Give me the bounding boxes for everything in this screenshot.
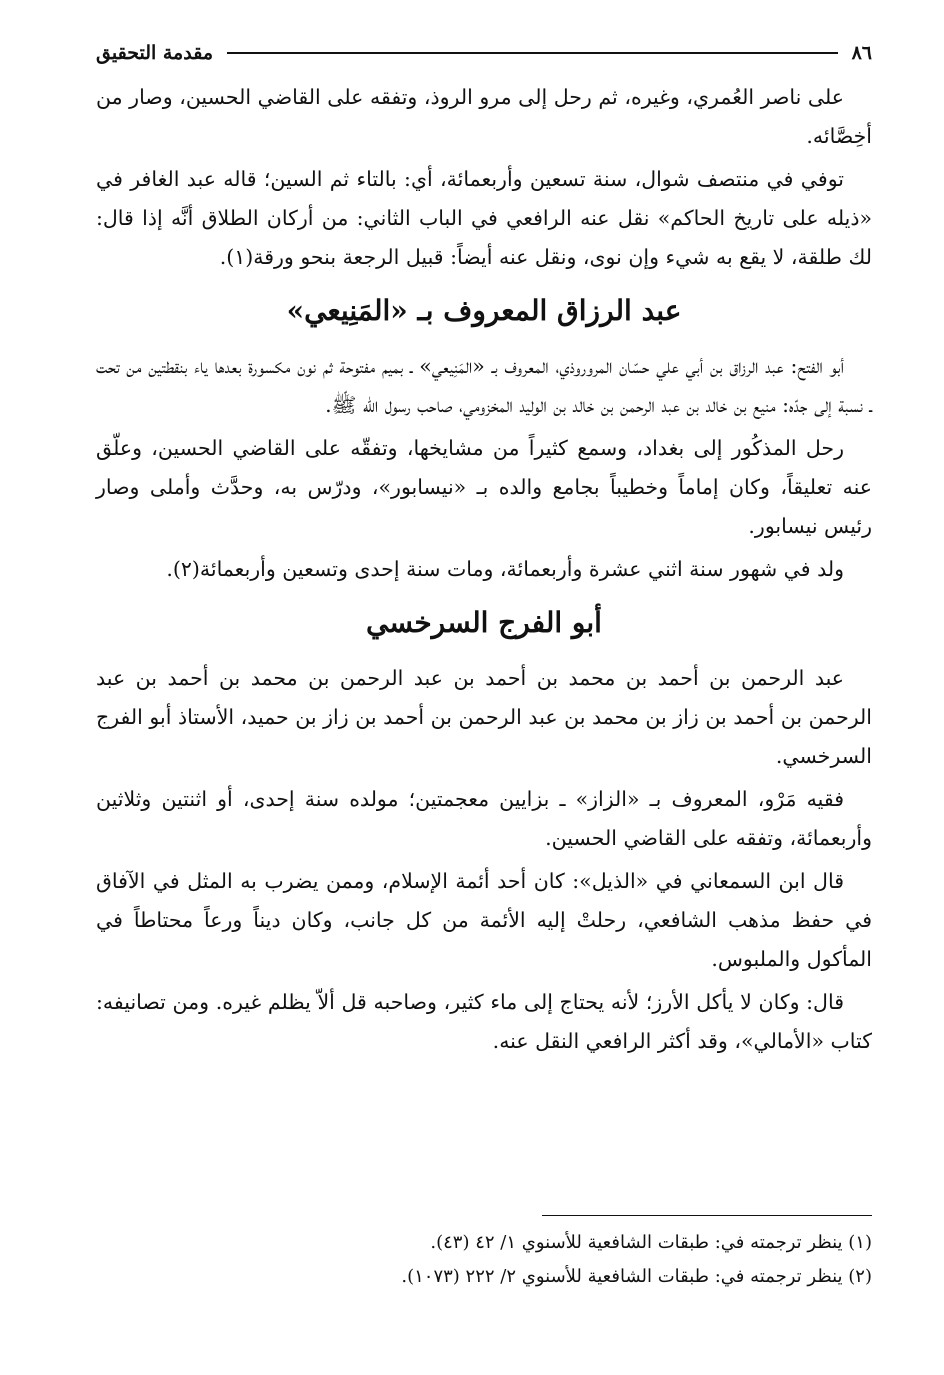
paragraph: رحل المذكُور إلى بغداد، وسمع كثيراً من مشايخها، وتفقّه على القاضي الحسين، وعلّق عنه تعليقاً، وكان إماماً وخطيباً بجامع والده بـ «نيسابور»، ودرّس به، وحدَّث وأملى وصار رئيس نيسابور. [96, 436, 872, 538]
footnote-rule [542, 1215, 872, 1216]
paragraph: ولد في شهور سنة اثني عشرة وأربعمائة، ومات سنة إحدى وتسعين وأربعمائة(٢). [166, 557, 844, 581]
section-heading: عبد الرزاق المعروف بـ «المَنِيعي» [286, 294, 682, 327]
paragraph: عبد الرحمن بن أحمد بن محمد بن أحمد بن عبد الرحمن بن محمد بن أحمد بن عبد الرحمن بن أحمد بن زاز بن محمد بن عبد الرحمن بن أحمد بن زاز بن حميد، الأستاذ أبو الفرج السرخسي. [96, 666, 872, 768]
paragraph: على ناصر العُمري، وغيره، ثم رحل إلى مرو الروذ، وتفقه على القاضي الحسين، وصار من أخِصَّائه. [96, 85, 872, 148]
paragraph: أبو الفتح: عبد الرزاق بن أبي علي حسّان المروروذي، المعروف بـ «المَنِيعي» ـ بميم مفتوحة ثم نون مكسورة بعدها ياء بنقطتين من تحت ـ نسبة إلى جدّه: منيع بن خالد بن عبد الرحمن بن خالد بن الوليد المخزومي، صاحب رسول الله ﷺ. [96, 354, 872, 417]
paragraph: فقيه مَرْو، المعروف بـ «الزاز» ـ بزايين معجمتين؛ مولده سنة إحدى، أو اثنتين وثلاثين وأربعمائة، وتفقه على القاضي الحسين. [96, 787, 872, 850]
paragraph: قال ابن السمعاني في «الذيل»: كان أحد أئمة الإسلام، وممن يضرب به المثل في الآفاق في حفظ مذهب الشافعي، رحلتْ إليه الأئمة من كل جانب، وكان ديناً ورعاً محتاطاً في المأكول والملبوس. [96, 869, 872, 971]
footnote: (١) ينظر ترجمته في: طبقات الشافعية للأسنوي ١/ ٤٢ (٤٣). [430, 1232, 872, 1253]
page-header [96, 36, 872, 70]
header-rule [227, 52, 838, 54]
paragraph: قال: وكان لا يأكل الأرز؛ لأنه يحتاج إلى ماء كثير، وصاحبه قل ألاّ يظلم غيره. ومن تصانيفه: كتاب «الأمالي»، وقد أكثر الرافعي النقل عنه. [96, 990, 872, 1053]
footnote: (٢) ينظر ترجمته في: طبقات الشافعية للأسنوي ٢/ ٢٢٢ (١٠٧٣). [401, 1266, 872, 1287]
paragraph: توفي في منتصف شوال، سنة تسعين وأربعمائة، أي: بالتاء ثم السين؛ قاله عبد الغافر في «ذيله على تاريخ الحاكم» نقل عنه الرافعي في الباب الثاني: من أركان الطلاق أنَّه إذا قال: لك طلقة، لا يقع به شيء وإن نوى، ونقل عنه أيضاً: قبيل الرجعة بنحو ورقة(١). [96, 167, 872, 269]
running-title: مقدمة التحقيق [96, 42, 213, 64]
footnotes [96, 1215, 872, 1294]
page-number: ٨٦ [851, 42, 872, 64]
section-heading: أبو الفرج السرخسي [366, 606, 602, 639]
